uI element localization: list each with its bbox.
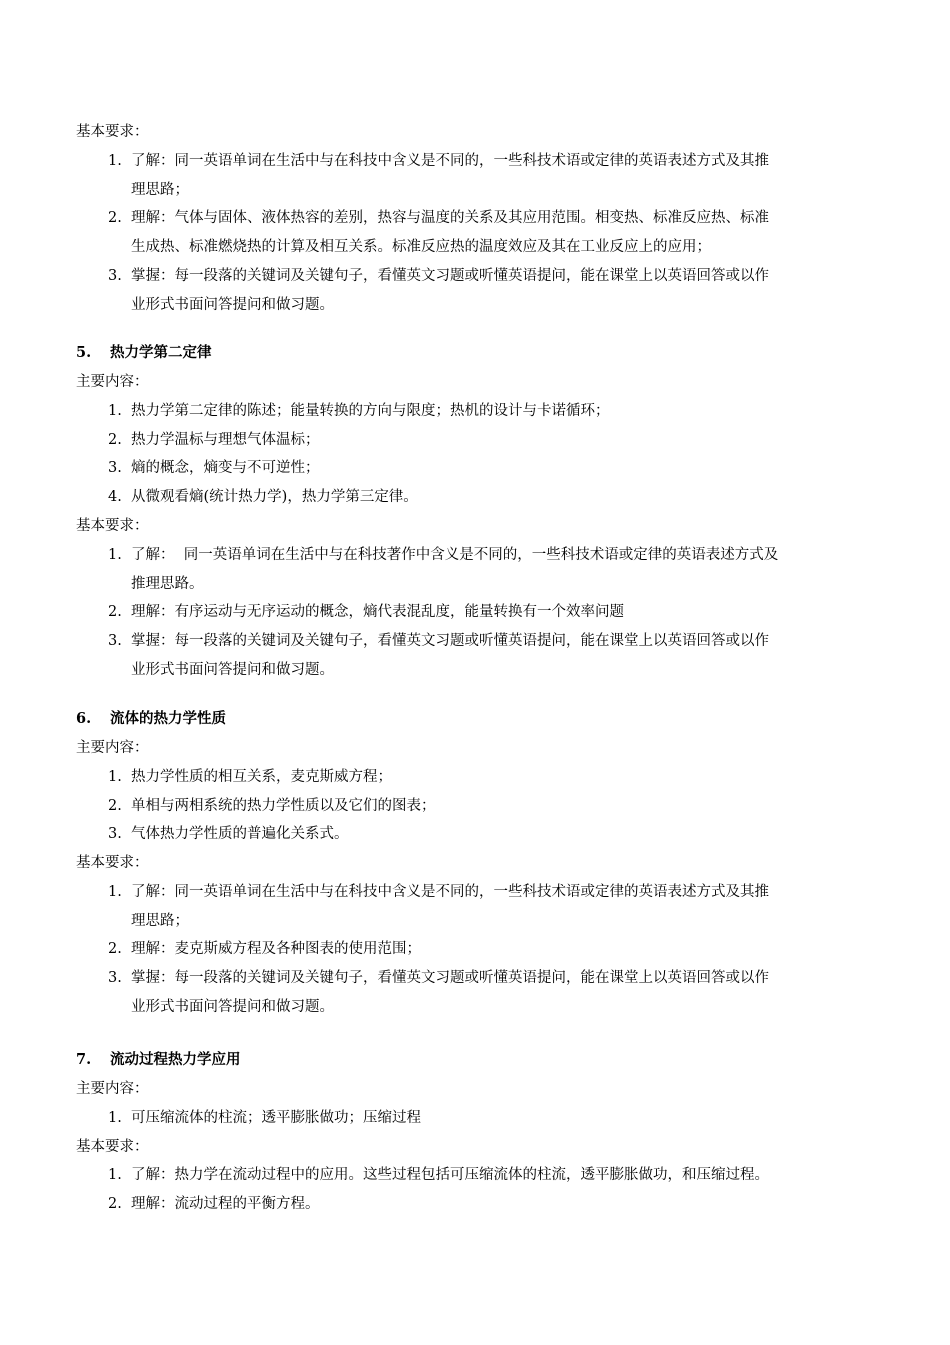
list-item bbox=[108, 151, 769, 171]
list-item-continuation: 推理思路。 bbox=[131, 576, 204, 592]
requirements-label: 基本要求： bbox=[76, 518, 149, 534]
list-text: 了解：同一英语单词在生活中与在科技中含义是不同的，一些科技术语或定律的英语表述方式及其推 bbox=[131, 884, 769, 900]
list-text: 了解： 同一英语单词在生活中与在科技著作中含义是不同的，一些科技术语或定律的英语表述方式及 bbox=[131, 547, 779, 563]
list-text: 单相与两相系统的热力学性质以及它们的图表； bbox=[131, 798, 436, 814]
list-number: 1. bbox=[108, 547, 122, 563]
list-item bbox=[108, 1194, 320, 1214]
list-item bbox=[108, 602, 624, 622]
list-text: 热力学第二定律的陈述；能量转换的方向与限度；热机的设计与卡诺循环； bbox=[131, 403, 610, 419]
list-item bbox=[108, 487, 418, 507]
list-number: 3. bbox=[108, 970, 122, 986]
list-number: 3. bbox=[108, 460, 122, 476]
list-number: 4. bbox=[108, 489, 122, 505]
list-item-continuation: 生成热、标准燃烧热的计算及相互关系。标准反应热的温度效应及其在工业反应上的应用； bbox=[131, 239, 711, 255]
list-item bbox=[108, 796, 436, 816]
list-number: 1. bbox=[108, 884, 122, 900]
requirements-label: 基本要求： bbox=[76, 1139, 149, 1155]
list-number: 2. bbox=[108, 1196, 122, 1212]
list-text: 了解：热力学在流动过程中的应用。这些过程包括可压缩流体的柱流，透平膨胀做功，和压缩过程。 bbox=[131, 1167, 769, 1183]
list-text: 熵的概念，熵变与不可逆性； bbox=[131, 460, 320, 476]
list-number: 1. bbox=[108, 403, 122, 419]
list-number: 3. bbox=[108, 268, 122, 284]
requirements-label: 基本要求： bbox=[76, 855, 149, 871]
list-text: 热力学性质的相互关系，麦克斯威方程； bbox=[131, 769, 392, 785]
list-item bbox=[108, 458, 320, 478]
list-number: 2. bbox=[108, 941, 122, 957]
list-text: 理解：麦克斯威方程及各种图表的使用范围； bbox=[131, 941, 421, 957]
list-text: 从微观看熵(统计热力学)，热力学第三定律。 bbox=[131, 489, 418, 505]
list-text: 理解：流动过程的平衡方程。 bbox=[131, 1196, 320, 1212]
list-text: 可压缩流体的柱流；透平膨胀做功；压缩过程 bbox=[131, 1110, 421, 1126]
list-number: 2. bbox=[108, 210, 122, 226]
list-item-continuation: 业形式书面问答提问和做习题。 bbox=[131, 662, 334, 678]
list-number: 1. bbox=[108, 1167, 122, 1183]
list-number: 1. bbox=[108, 1110, 122, 1126]
list-text: 掌握：每一段落的关键词及关键句子，看懂英文习题或听懂英语提问，能在课堂上以英语回答或以作 bbox=[131, 970, 769, 986]
section-title: 热力学第二定律 bbox=[110, 344, 212, 361]
content-label: 主要内容： bbox=[76, 1081, 149, 1097]
list-number: 2. bbox=[108, 432, 122, 448]
list-number: 2. bbox=[108, 604, 122, 620]
section-number: 6. bbox=[76, 710, 92, 727]
list-item bbox=[108, 939, 421, 959]
list-number: 3. bbox=[108, 826, 122, 842]
list-number: 2. bbox=[108, 798, 122, 814]
section-heading bbox=[76, 709, 226, 729]
list-item bbox=[108, 968, 769, 988]
list-item bbox=[108, 882, 769, 902]
content-label: 主要内容： bbox=[76, 740, 149, 756]
list-text: 了解：同一英语单词在生活中与在科技中含义是不同的，一些科技术语或定律的英语表述方式及其推 bbox=[131, 153, 769, 169]
list-text: 掌握：每一段落的关键词及关键句子，看懂英文习题或听懂英语提问，能在课堂上以英语回答或以作 bbox=[131, 633, 769, 649]
section-heading bbox=[76, 343, 212, 363]
section-number: 5. bbox=[76, 344, 92, 361]
section-title: 流动过程热力学应用 bbox=[110, 1051, 241, 1068]
list-item bbox=[108, 545, 778, 565]
list-item bbox=[108, 1165, 769, 1185]
list-number: 1. bbox=[108, 153, 122, 169]
section-heading bbox=[76, 1050, 241, 1070]
list-item bbox=[108, 1108, 421, 1128]
list-text: 气体热力学性质的普遍化关系式。 bbox=[131, 826, 349, 842]
list-number: 1. bbox=[108, 769, 122, 785]
list-text: 理解：有序运动与无序运动的概念，熵代表混乱度，能量转换有一个效率问题 bbox=[131, 604, 624, 620]
list-item bbox=[108, 430, 320, 450]
section-number: 7. bbox=[76, 1051, 92, 1068]
list-item bbox=[108, 401, 610, 421]
list-number: 3. bbox=[108, 633, 122, 649]
list-item-continuation: 业形式书面问答提问和做习题。 bbox=[131, 999, 334, 1015]
list-text: 掌握：每一段落的关键词及关键句子，看懂英文习题或听懂英语提问，能在课堂上以英语回答或以作 bbox=[131, 268, 769, 284]
list-item bbox=[108, 208, 769, 228]
content-label: 主要内容： bbox=[76, 374, 149, 390]
list-text: 热力学温标与理想气体温标； bbox=[131, 432, 320, 448]
list-item bbox=[108, 767, 392, 787]
requirements-label: 基本要求： bbox=[76, 124, 149, 140]
list-text: 理解：气体与固体、液体热容的差别，热容与温度的关系及其应用范围。相变热、标准反应热、标准 bbox=[131, 210, 769, 226]
list-item bbox=[108, 266, 769, 286]
list-item bbox=[108, 824, 349, 844]
list-item-continuation: 业形式书面问答提问和做习题。 bbox=[131, 297, 334, 313]
list-item bbox=[108, 631, 769, 651]
section-title: 流体的热力学性质 bbox=[110, 710, 226, 727]
list-item-continuation: 理思路； bbox=[131, 182, 189, 198]
list-item-continuation: 理思路； bbox=[131, 913, 189, 929]
